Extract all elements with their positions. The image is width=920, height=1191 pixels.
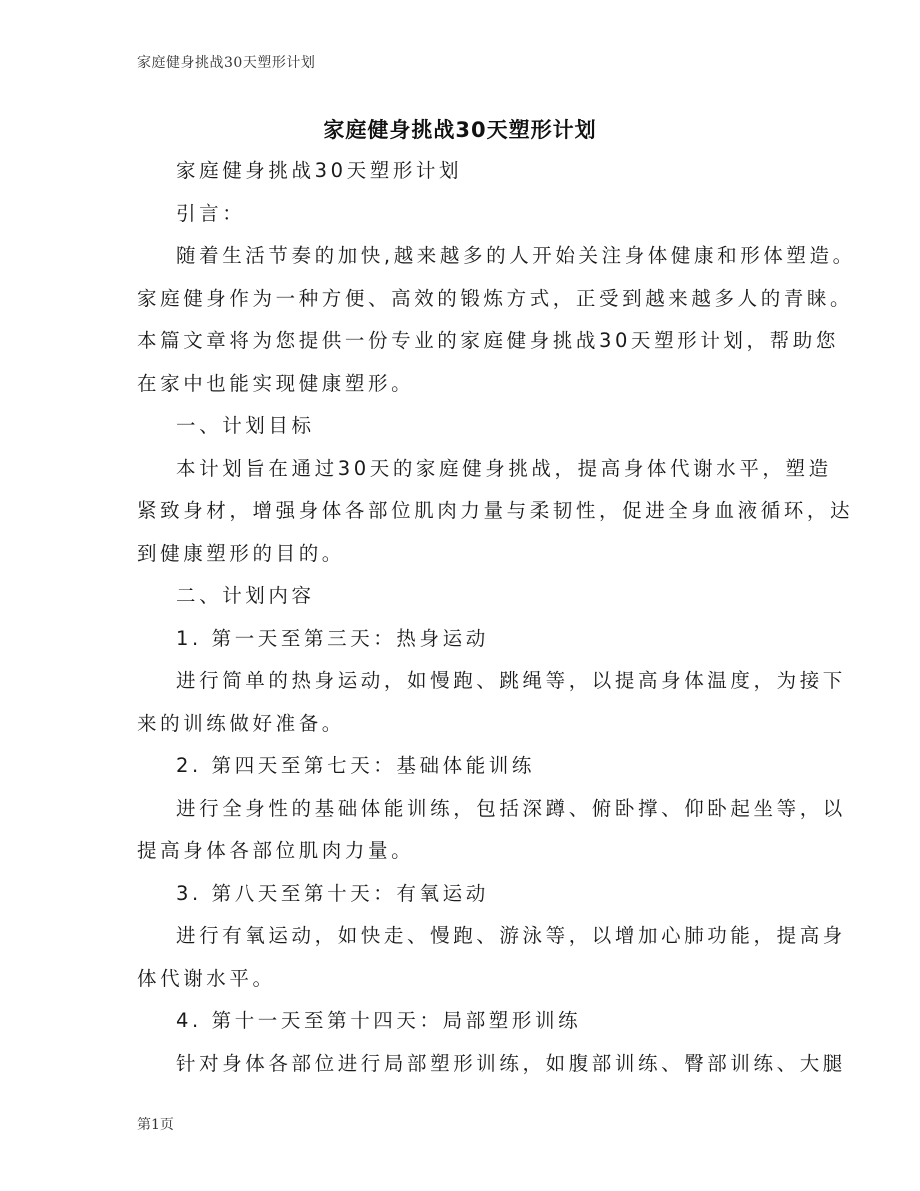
list-item-heading: 3. 第八天至第十天：有氧运动 (176, 881, 489, 905)
paragraph-line: 随着生活节奏的加快,越来越多的人开始关注身体健康和形体塑造。 (176, 244, 856, 267)
paragraph-line: 紧致身材，增强身体各部位肌肉力量与柔韧性，促进全身血液循环，达 (137, 499, 854, 522)
paragraph-line: 在家中也能实现健康塑形。 (137, 371, 415, 395)
paragraph-line: 本篇文章将为您提供一份专业的家庭健身挑战30天塑形计划，帮助您 (137, 329, 839, 352)
paragraph-line: 本计划旨在通过30天的家庭健身挑战，提高身体代谢水平，塑造 (176, 456, 832, 480)
section-heading-content: 二、计划内容 (176, 584, 315, 607)
paragraph-line: 针对身体各部位进行局部塑形训练，如腹部训练、臀部训练、大腿 (176, 1051, 846, 1075)
subtitle-line: 家庭健身挑战30天塑形计划 (176, 159, 463, 182)
paragraph-line: 进行有氧运动，如快走、慢跑、游泳等，以增加心肺功能，提高身 (176, 924, 846, 947)
paragraph-line: 体代谢水平。 (137, 966, 276, 990)
paragraph-line: 进行简单的热身运动，如慢跑、跳绳等，以提高身体温度，为接下 (176, 669, 846, 692)
list-item-heading: 2. 第四天至第七天：基础体能训练 (176, 754, 536, 777)
list-item-heading: 1. 第一天至第三天：热身运动 (176, 626, 489, 650)
document-title: 家庭健身挑战30天塑形计划 (323, 118, 597, 142)
page-number: 第1页 (137, 1117, 174, 1133)
intro-heading: 引言： (176, 201, 246, 225)
document-body (137, 150, 856, 1085)
paragraph-line: 进行全身性的基础体能训练，包括深蹲、俯卧撑、仰卧起坐等，以 (176, 796, 846, 820)
paragraph-line: 家庭健身作为一种方便、高效的锻炼方式，正受到越来越多人的青睐。 (137, 286, 854, 310)
paragraph-line: 到健康塑形的目的。 (137, 541, 345, 565)
section-heading-goals: 一、计划目标 (176, 414, 315, 437)
running-header: 家庭健身挑战30天塑形计划 (137, 55, 316, 71)
paragraph-line: 来的训练做好准备。 (137, 711, 345, 735)
list-item-heading: 4. 第十一天至第十四天：局部塑形训练 (176, 1009, 582, 1032)
paragraph-line: 提高身体各部位肌肉力量。 (137, 839, 415, 862)
